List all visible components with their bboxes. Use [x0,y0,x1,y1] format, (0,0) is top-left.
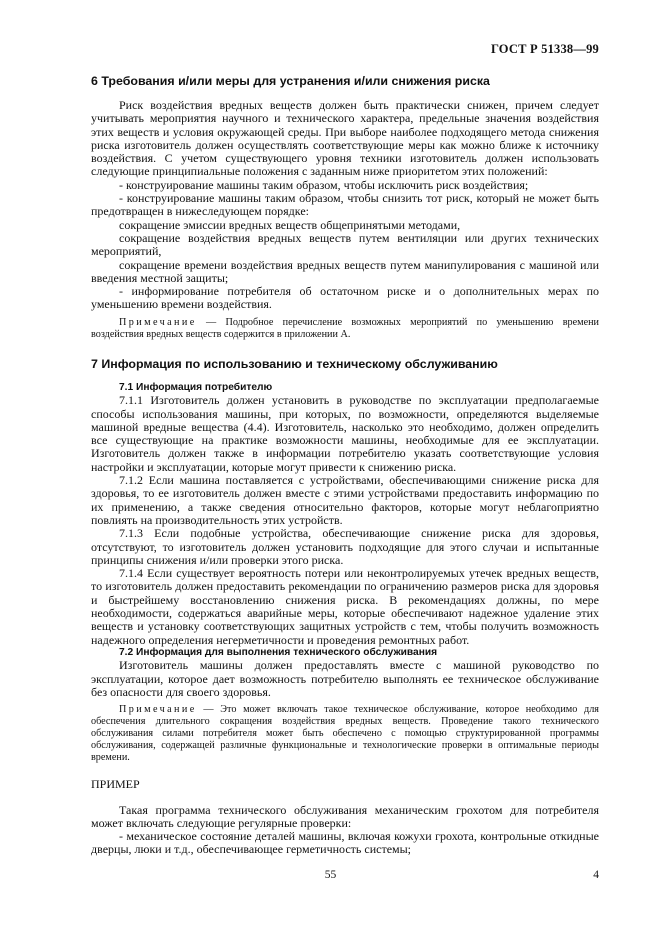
section-6-list-item: - конструирование машины таким образом, чтобы исключить риск воздействия; [119,177,529,192]
example-paragraph: Такая программа технического обслуживания механическим грохотом для потребителя может включать следующие регулярные проверки: [91,802,599,830]
note-label: Примечание [119,704,197,716]
section-6-list-subitem: сокращение эмиссии вредных веществ общепринятыми методами, [119,217,461,232]
section-6-title: 6 Требования и/или меры для устранения и/или снижения риска [91,74,490,88]
subsection-7-1-title: 7.1 Информация потребителю [119,381,273,393]
section-7-title: 7 Информация по использованию и техническому обслуживанию [91,356,498,371]
section-7-note [91,704,599,764]
section-6-list-item: - конструирование машины таким образом, чтобы снизить тот риск, который не может быть предотвращен в нижеследующем порядке: [91,191,599,219]
page-body [91,66,599,857]
note-text: — Подробное перечисление возможных мероприятий по уменьшению времени воздействия вредных веществ содержится в приложении А. [91,316,599,340]
note-label: Примечание [119,316,197,328]
clause-7-1-1: 7.1.1 Изготовитель должен установить в руководстве по эксплуатации предполагаемые способы использования машины, при которых, по возможности, определяются выделяемые машиной вредные вещества (4.4). Изготовитель, насколько это необходимо, должен определить все существующие на практике возможности машины, необходимые для ее эксплуатации. Изготовитель должен также в информации потребителю указать соответствующие условия настройки и эксплуатации, которые могут привести к снижению риска. [91,393,599,474]
note-text: — Это может включать такое техническое обслуживание, которое необходимо для обеспечения длительного сокращения воздействия вредных веществ. Проведение такого технического обслуживания силами потребителя может быть обеспечено с помощью структурированной программы обслуживания, содержащей различные функциональные и технологические проверки в оптимальные периоды времени. [91,704,599,764]
example-heading: ПРИМЕР [91,777,140,792]
clause-7-1-2: 7.1.2 Если машина поставляется с устройствами, обеспечивающими снижение риска для здоровья, то ее изготовитель должен вместе с этими устройствами предоставить информацию по их применению, а также сведения относительно факторов, которые могут неблагоприятно повлиять на производительность этих устройств. [91,473,599,527]
subsection-7-2-title: 7.2 Информация для выполнения технического обслуживания [119,646,438,658]
section-6-list-subitem: сокращение воздействия вредных веществ путем вентиляции или других технических мероприятий, [91,230,599,259]
section-6-list-item: - информирование потребителя об остаточном риске и о дополнительных мерах по уменьшению времени воздействия. [91,284,599,312]
document-code: ГОСТ Р 51338—99 [490,42,599,56]
example-list-item: - механическое состояние деталей машины, включая кожухи грохота, контрольные откидные дверцы, люки и т.д., обеспечивающее герметичность системы; [91,829,599,857]
clause-7-2-text: Изготовитель машины должен предоставлять вместе с машиной руководство по эксплуатации, которое дает возможность потребителю выполнять ее техническое обслуживание без опасности для своего здоровья. [91,658,599,699]
clause-7-1-4: 7.1.4 Если существует вероятность потери или неконтролируемых утечек вредных веществ, то изготовитель должен предоставить рекомендации по ограничению размеров риска для здоровья и быстрейшему восстановлению снижения риска. В рекомендациях должны, по мере необходимости, содержаться аварийные меры, которые обеспечивают надежное удаление этих веществ и установку соответствующих защитных устройств с тем, чтобы получить возможность надежного определения негерметичности и проведения ремонтных работ. [91,566,599,647]
section-6-note [91,317,599,341]
section-6-paragraph: Риск воздействия вредных веществ должен быть практически снижен, причем следует учитывать мероприятия научного и технического характера, предельные значения воздействия этих веществ и условия окружающей среды. При выборе наиболее подходящего метода снижения риска изготовитель должен осуществлять соответствующие меры как можно ближе к источнику воздействия. С учетом существующего уровня техники изготовитель должен использовать следующие принципиальные положения с заданным ниже приоритетом этих положений: [91,98,599,179]
page-number: 55 [324,869,337,881]
sheet-number: 4 [593,869,599,881]
section-6-list-subitem: сокращение времени воздействия вредных веществ путем манипулирования с машиной или введения местной защиты; [91,257,599,285]
clause-7-1-3: 7.1.3 Если подобные устройства, обеспечивающие снижение риска для здоровья, отсутствуют, то изготовитель должен установить подходящие для этого случаи и испытанные принципы снижения и/или проверки этого риска. [91,526,599,567]
